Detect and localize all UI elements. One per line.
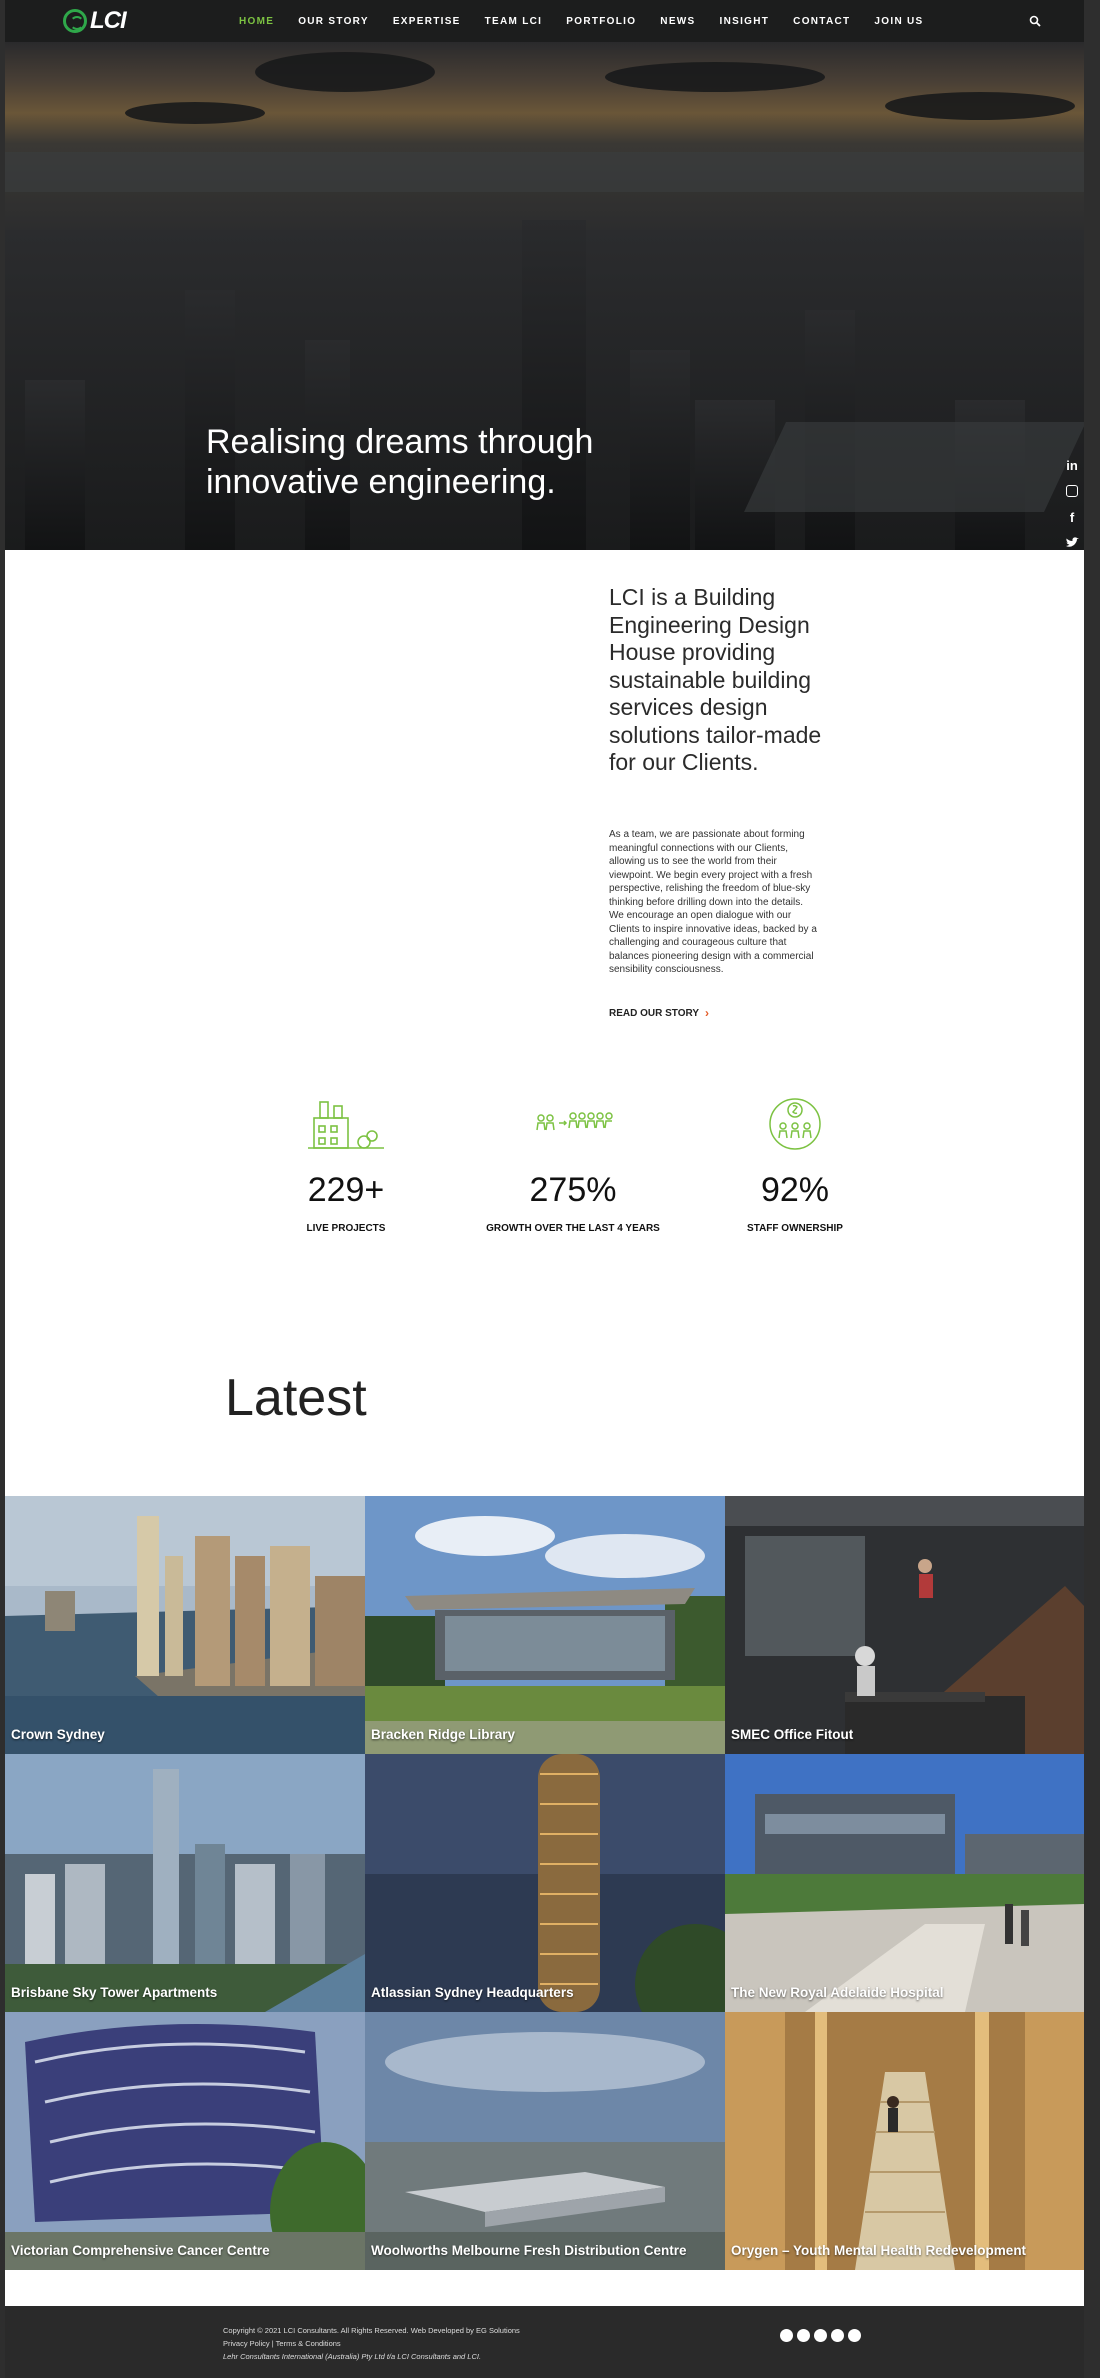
stat-value: 275% <box>529 1171 617 1209</box>
project-image <box>365 1754 725 2012</box>
twitter-icon[interactable] <box>1064 535 1080 550</box>
project-title: SMEC Office Fitout <box>731 1727 854 1742</box>
search-icon[interactable] <box>1029 15 1041 27</box>
project-tile[interactable] <box>5 1754 365 2012</box>
chevron-right-icon: › <box>705 1006 710 1020</box>
linkedin-icon[interactable]: in <box>1066 457 1078 473</box>
copyright: Copyright © 2021 LCI Consultants. All Rights Reserved. Web Developed by EG Solutions <box>223 2326 520 2335</box>
project-tile[interactable] <box>365 1496 725 1754</box>
social-sidebar <box>1064 457 1080 550</box>
nav-our-story[interactable]: OUR STORY <box>298 15 369 27</box>
project-title: Woolworths Melbourne Fresh Distribution Centre <box>371 2243 687 2258</box>
project-grid <box>5 1496 1084 2270</box>
stat-label: LIVE PROJECTS <box>306 1223 386 1234</box>
stat-live-projects <box>251 1096 441 1235</box>
project-image <box>365 1496 725 1754</box>
hero-building <box>25 380 85 550</box>
stat-label: GROWTH OVER THE LAST 4 YEARS <box>486 1223 660 1234</box>
project-title: Brisbane Sky Tower Apartments <box>11 1985 218 2000</box>
instagram-icon[interactable] <box>1064 483 1080 499</box>
logo-mark-icon <box>63 9 87 33</box>
project-image <box>5 1496 365 1754</box>
nav-join-us[interactable]: JOIN US <box>874 15 924 27</box>
stat-staff-ownership <box>700 1096 890 1235</box>
main-menu <box>239 0 948 42</box>
hero-title <box>206 422 593 502</box>
project-title: The New Royal Adelaide Hospital <box>731 1985 944 2000</box>
hero-cloud <box>255 52 435 92</box>
intro-heading: LCI is a Building Engineering Design House providing sustainable building services design solutions tailor-made for our Clients. <box>609 584 822 775</box>
project-title: Crown Sydney <box>11 1727 105 1742</box>
read-our-story-label: READ OUR STORY <box>609 1007 700 1019</box>
nav-expertise[interactable]: EXPERTISE <box>392 15 461 27</box>
staff-ownership-icon <box>755 1096 835 1152</box>
team-growth-icon <box>533 1096 613 1152</box>
hero-cloud <box>885 92 1075 120</box>
stat-growth <box>478 1096 668 1235</box>
footer-text <box>223 2324 520 2363</box>
project-tile[interactable] <box>725 2012 1084 2270</box>
facebook-icon[interactable]: f <box>1069 509 1075 525</box>
hero-cloud <box>125 102 265 124</box>
logo-text: LCI <box>90 7 126 34</box>
project-image <box>725 1496 1084 1754</box>
company-name-note: Lehr Consultants International (Australia) Pty Ltd t/a LCI Consultants and LCI. <box>223 2352 482 2361</box>
project-title: Atlassian Sydney Headquarters <box>371 1985 574 2000</box>
hero-horizon <box>5 152 1084 192</box>
project-image <box>725 1754 1084 2012</box>
building-icon <box>306 1096 386 1152</box>
hero-building <box>185 290 235 550</box>
stat-label: STAFF OWNERSHIP <box>747 1223 843 1234</box>
stat-value: 229+ <box>307 1171 385 1209</box>
project-title: Orygen – Youth Mental Health Redevelopment <box>731 2243 1027 2258</box>
hero-title-line1: Realising dreams through <box>206 423 594 461</box>
project-tile[interactable] <box>365 1754 725 2012</box>
twitter-icon[interactable] <box>797 2329 810 2342</box>
linkedin-icon[interactable] <box>831 2329 844 2342</box>
project-tile[interactable] <box>725 1754 1084 2012</box>
hero-building <box>630 350 690 550</box>
footer-social <box>780 2329 865 2342</box>
nav-team-lci[interactable]: TEAM LCI <box>484 15 543 27</box>
latest-heading: Latest <box>225 1369 367 1427</box>
youtube-icon[interactable] <box>848 2329 861 2342</box>
page <box>5 0 1084 2378</box>
nav-portfolio[interactable]: PORTFOLIO <box>566 15 637 27</box>
project-tile[interactable] <box>5 1496 365 1754</box>
instagram-icon[interactable] <box>814 2329 827 2342</box>
nav-insight[interactable]: INSIGHT <box>719 15 770 27</box>
nav-news[interactable]: NEWS <box>660 15 696 27</box>
stat-value: 92% <box>760 1171 830 1209</box>
nav-home[interactable]: HOME <box>239 15 275 27</box>
project-title: Victorian Comprehensive Cancer Centre <box>11 2243 270 2258</box>
project-title: Bracken Ridge Library <box>371 1727 516 1742</box>
project-tile[interactable] <box>5 2012 365 2270</box>
hero-cloud <box>605 62 825 92</box>
logo[interactable] <box>63 9 126 33</box>
project-tile[interactable] <box>365 2012 725 2270</box>
footer <box>5 2306 1084 2378</box>
intro-body: As a team, we are passionate about forming meaningful connections with our Clients, allowing us to see the world from their viewpoint. We begin every project with a fresh perspective, relishing the freedom of blue-sky thinking before drilling down into the details. We encourage an open dialogue with our Clients to inspire innovative ideas, backed by a challenging and courageous culture that balances pioneering design with a commercial sensibility consciousness. <box>609 829 817 975</box>
hero-river <box>744 422 1084 512</box>
hero-banner <box>5 42 1084 550</box>
footer-legal-links[interactable]: Privacy Policy | Terms & Conditions <box>223 2339 341 2348</box>
project-image <box>725 2012 1084 2270</box>
project-image <box>5 1754 365 2012</box>
facebook-icon[interactable] <box>780 2329 793 2342</box>
nav-contact[interactable]: CONTACT <box>793 15 851 27</box>
project-tile[interactable] <box>725 1496 1084 1754</box>
read-our-story-link[interactable] <box>609 1006 709 1020</box>
top-nav <box>5 0 1084 42</box>
project-image <box>365 2012 725 2270</box>
hero-title-line2: innovative engineering. <box>206 463 556 501</box>
project-image <box>5 2012 365 2270</box>
